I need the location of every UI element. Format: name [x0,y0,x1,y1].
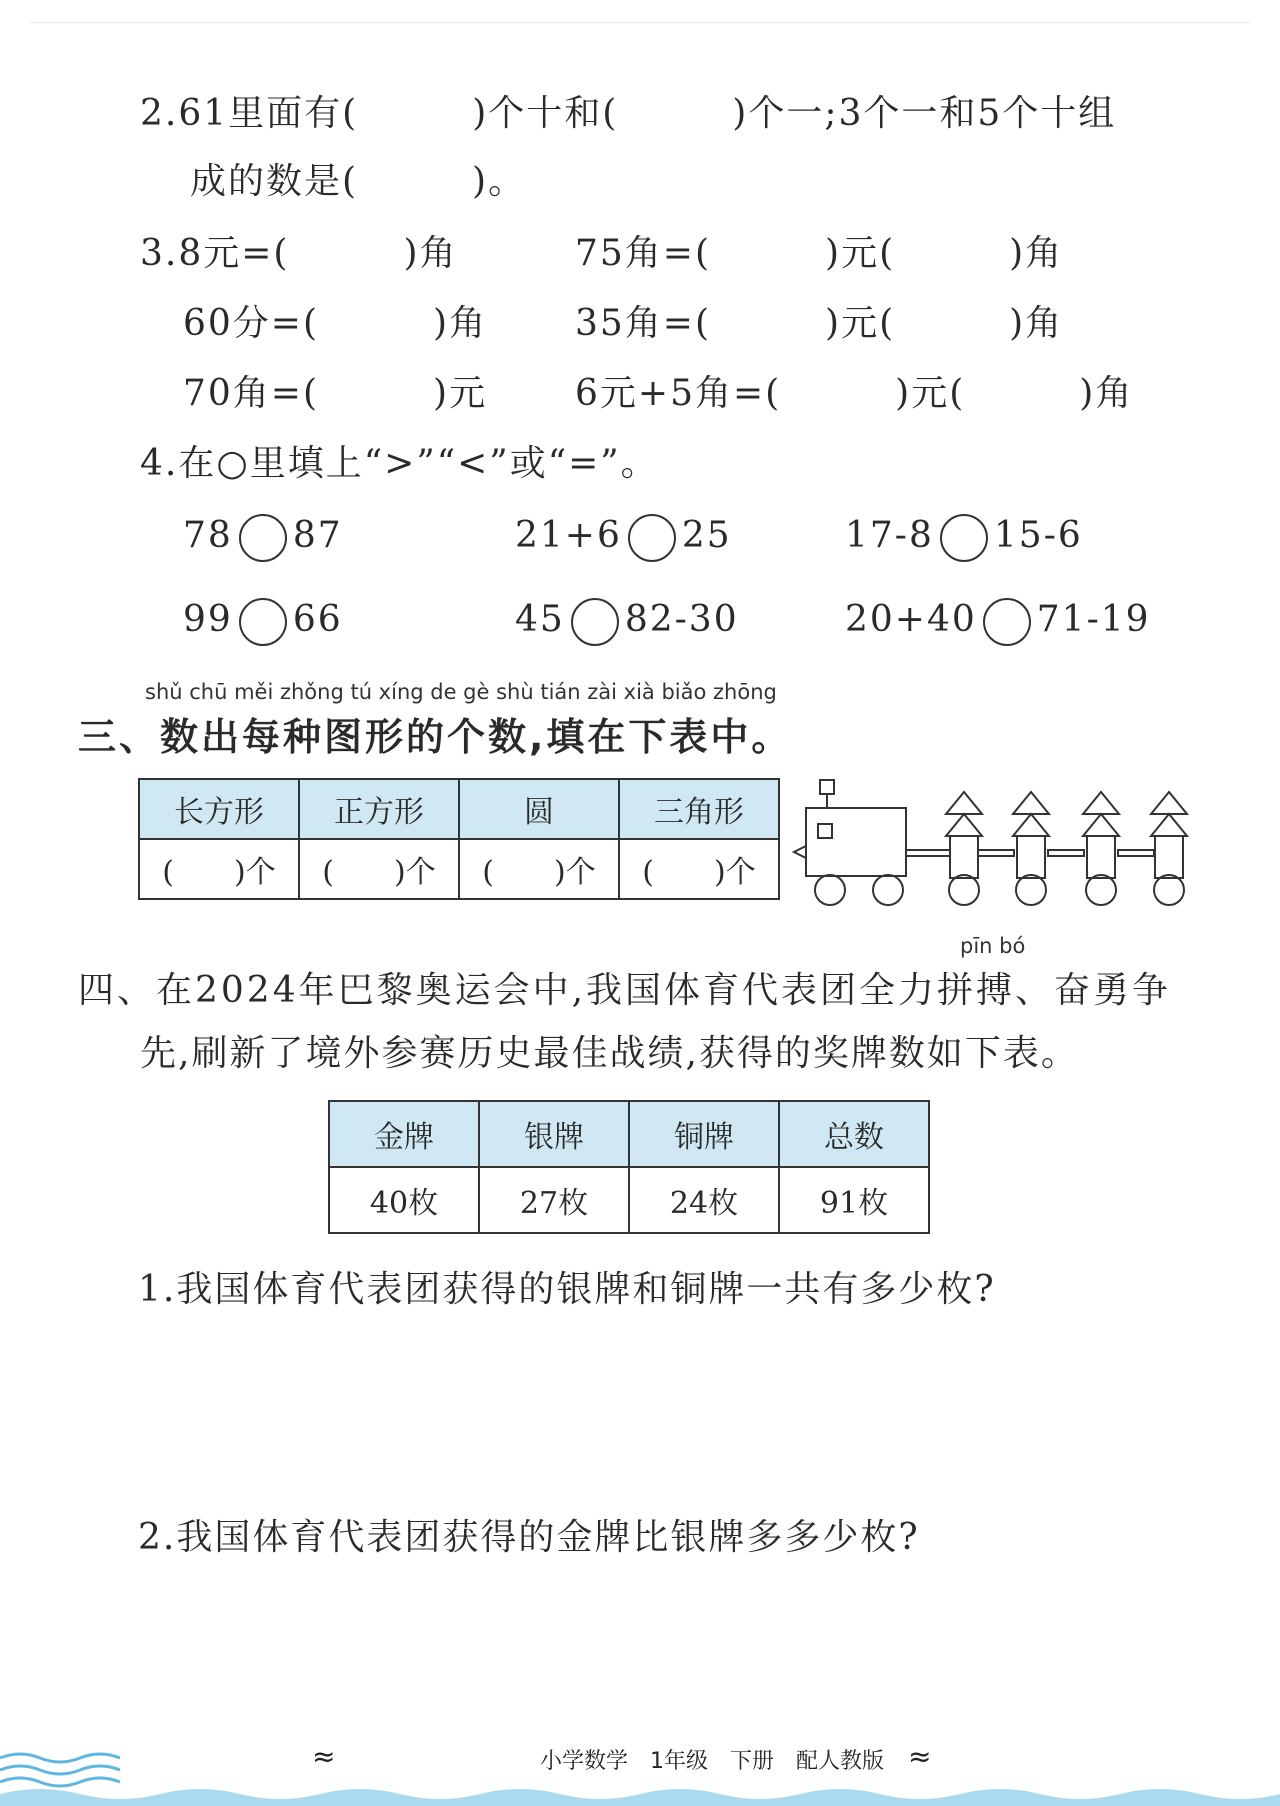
wave-decoration [0,1740,1280,1806]
compare-item [845,514,1083,562]
section4-line2: 先,刷新了境外参赛历史最佳战绩,获得的奖牌数如下表。 [140,1033,1079,1074]
header-total: 总数 [779,1101,929,1167]
wheel-circle [873,875,903,905]
q3-r3b: 6元+5角=( )元( )角 [575,373,1134,414]
value-silver: 27枚 [479,1167,629,1233]
header-silver: 银牌 [479,1101,629,1167]
compare-item [515,514,732,562]
answer-circle[interactable] [571,598,619,646]
answer-circle[interactable] [983,598,1031,646]
car-3 [1083,792,1119,905]
front-triangle [794,846,806,858]
q3-r1b: 75角=( )元( )角 [575,233,1064,274]
medal-table [328,1100,930,1234]
compare-right: 82-30 [624,599,739,640]
header-triangle: 三角形 [619,779,779,839]
answer-circle[interactable] [239,598,287,646]
q3-r3a: 70角=( )元 [183,373,488,414]
footer-left-mark: ≈ [312,1740,336,1773]
q3-r1a: 3.8元=( )角 [140,233,458,274]
q3-r2a: 60分=( )角 [183,303,488,344]
answer-circle[interactable] [239,514,287,562]
compare-right: 15-6 [993,515,1083,556]
compare-left: 20+40 [845,599,977,640]
window-square [818,824,832,838]
section4-line1: 四、在2024年巴黎奥运会中,我国体育代表团全力拼搏、奋勇争 [78,970,1172,1011]
q4-title: 4.在○里填上“>”“<”或“=”。 [140,443,659,484]
wheel-circle [815,875,845,905]
footer-right-mark: ≈ [908,1740,932,1773]
value-bronze: 24枚 [629,1167,779,1233]
answer-circle[interactable] [628,514,676,562]
answer-circle[interactable] [940,514,988,562]
footer-text: 小学数学 1年级 下册 配人教版 [540,1749,884,1774]
compare-right: 71-19 [1036,599,1151,640]
compare-left: 78 [183,515,233,556]
value-total: 91枚 [779,1167,929,1233]
train-figure [792,772,1192,908]
q2-line2: 成的数是( )。 [190,161,527,202]
compare-item [845,598,1151,646]
section3-pinyin: shǔ chū měi zhǒng tú xíng de gè shù tián zài xià biǎo zhōng [145,680,777,704]
section4-question-2: 2.我国体育代表团获得的金牌比银牌多多少枚? [138,1517,920,1558]
answer-cell[interactable]: ( )个 [459,839,619,899]
compare-right: 87 [292,515,343,556]
header-bronze: 铜牌 [629,1101,779,1167]
compare-right: 25 [681,515,732,556]
answer-cell[interactable]: ( )个 [139,839,299,899]
shape-count-table [138,778,780,900]
compare-left: 45 [515,599,565,640]
compare-item [183,514,343,562]
section4-question-1: 1.我国体育代表团获得的银牌和铜牌一共有多少枚? [138,1269,996,1310]
compare-item [183,598,343,646]
header-circle: 圆 [459,779,619,839]
header-rectangle: 长方形 [139,779,299,839]
engine-rectangle [806,808,906,876]
value-gold: 40枚 [329,1167,479,1233]
car-1 [946,792,982,905]
car-2 [1013,792,1049,905]
compare-left: 99 [183,599,233,640]
section4-pinyin: pīn bó [960,934,1026,958]
chimney-square [820,780,834,794]
q3-r2b: 35角=( )元( )角 [575,303,1064,344]
section3-title: 三、数出每种图形的个数,填在下表中。 [78,715,793,759]
compare-item [515,598,739,646]
q2-line1: 2.61里面有( )个十和( )个一;3个一和5个十组 [140,93,1117,134]
answer-cell[interactable]: ( )个 [299,839,459,899]
answer-cell[interactable]: ( )个 [619,839,779,899]
compare-right: 66 [292,599,343,640]
header-gold: 金牌 [329,1101,479,1167]
top-rule [30,22,1250,23]
compare-left: 21+6 [515,515,622,556]
compare-left: 17-8 [845,515,934,556]
car-4 [1151,792,1187,905]
header-square: 正方形 [299,779,459,839]
